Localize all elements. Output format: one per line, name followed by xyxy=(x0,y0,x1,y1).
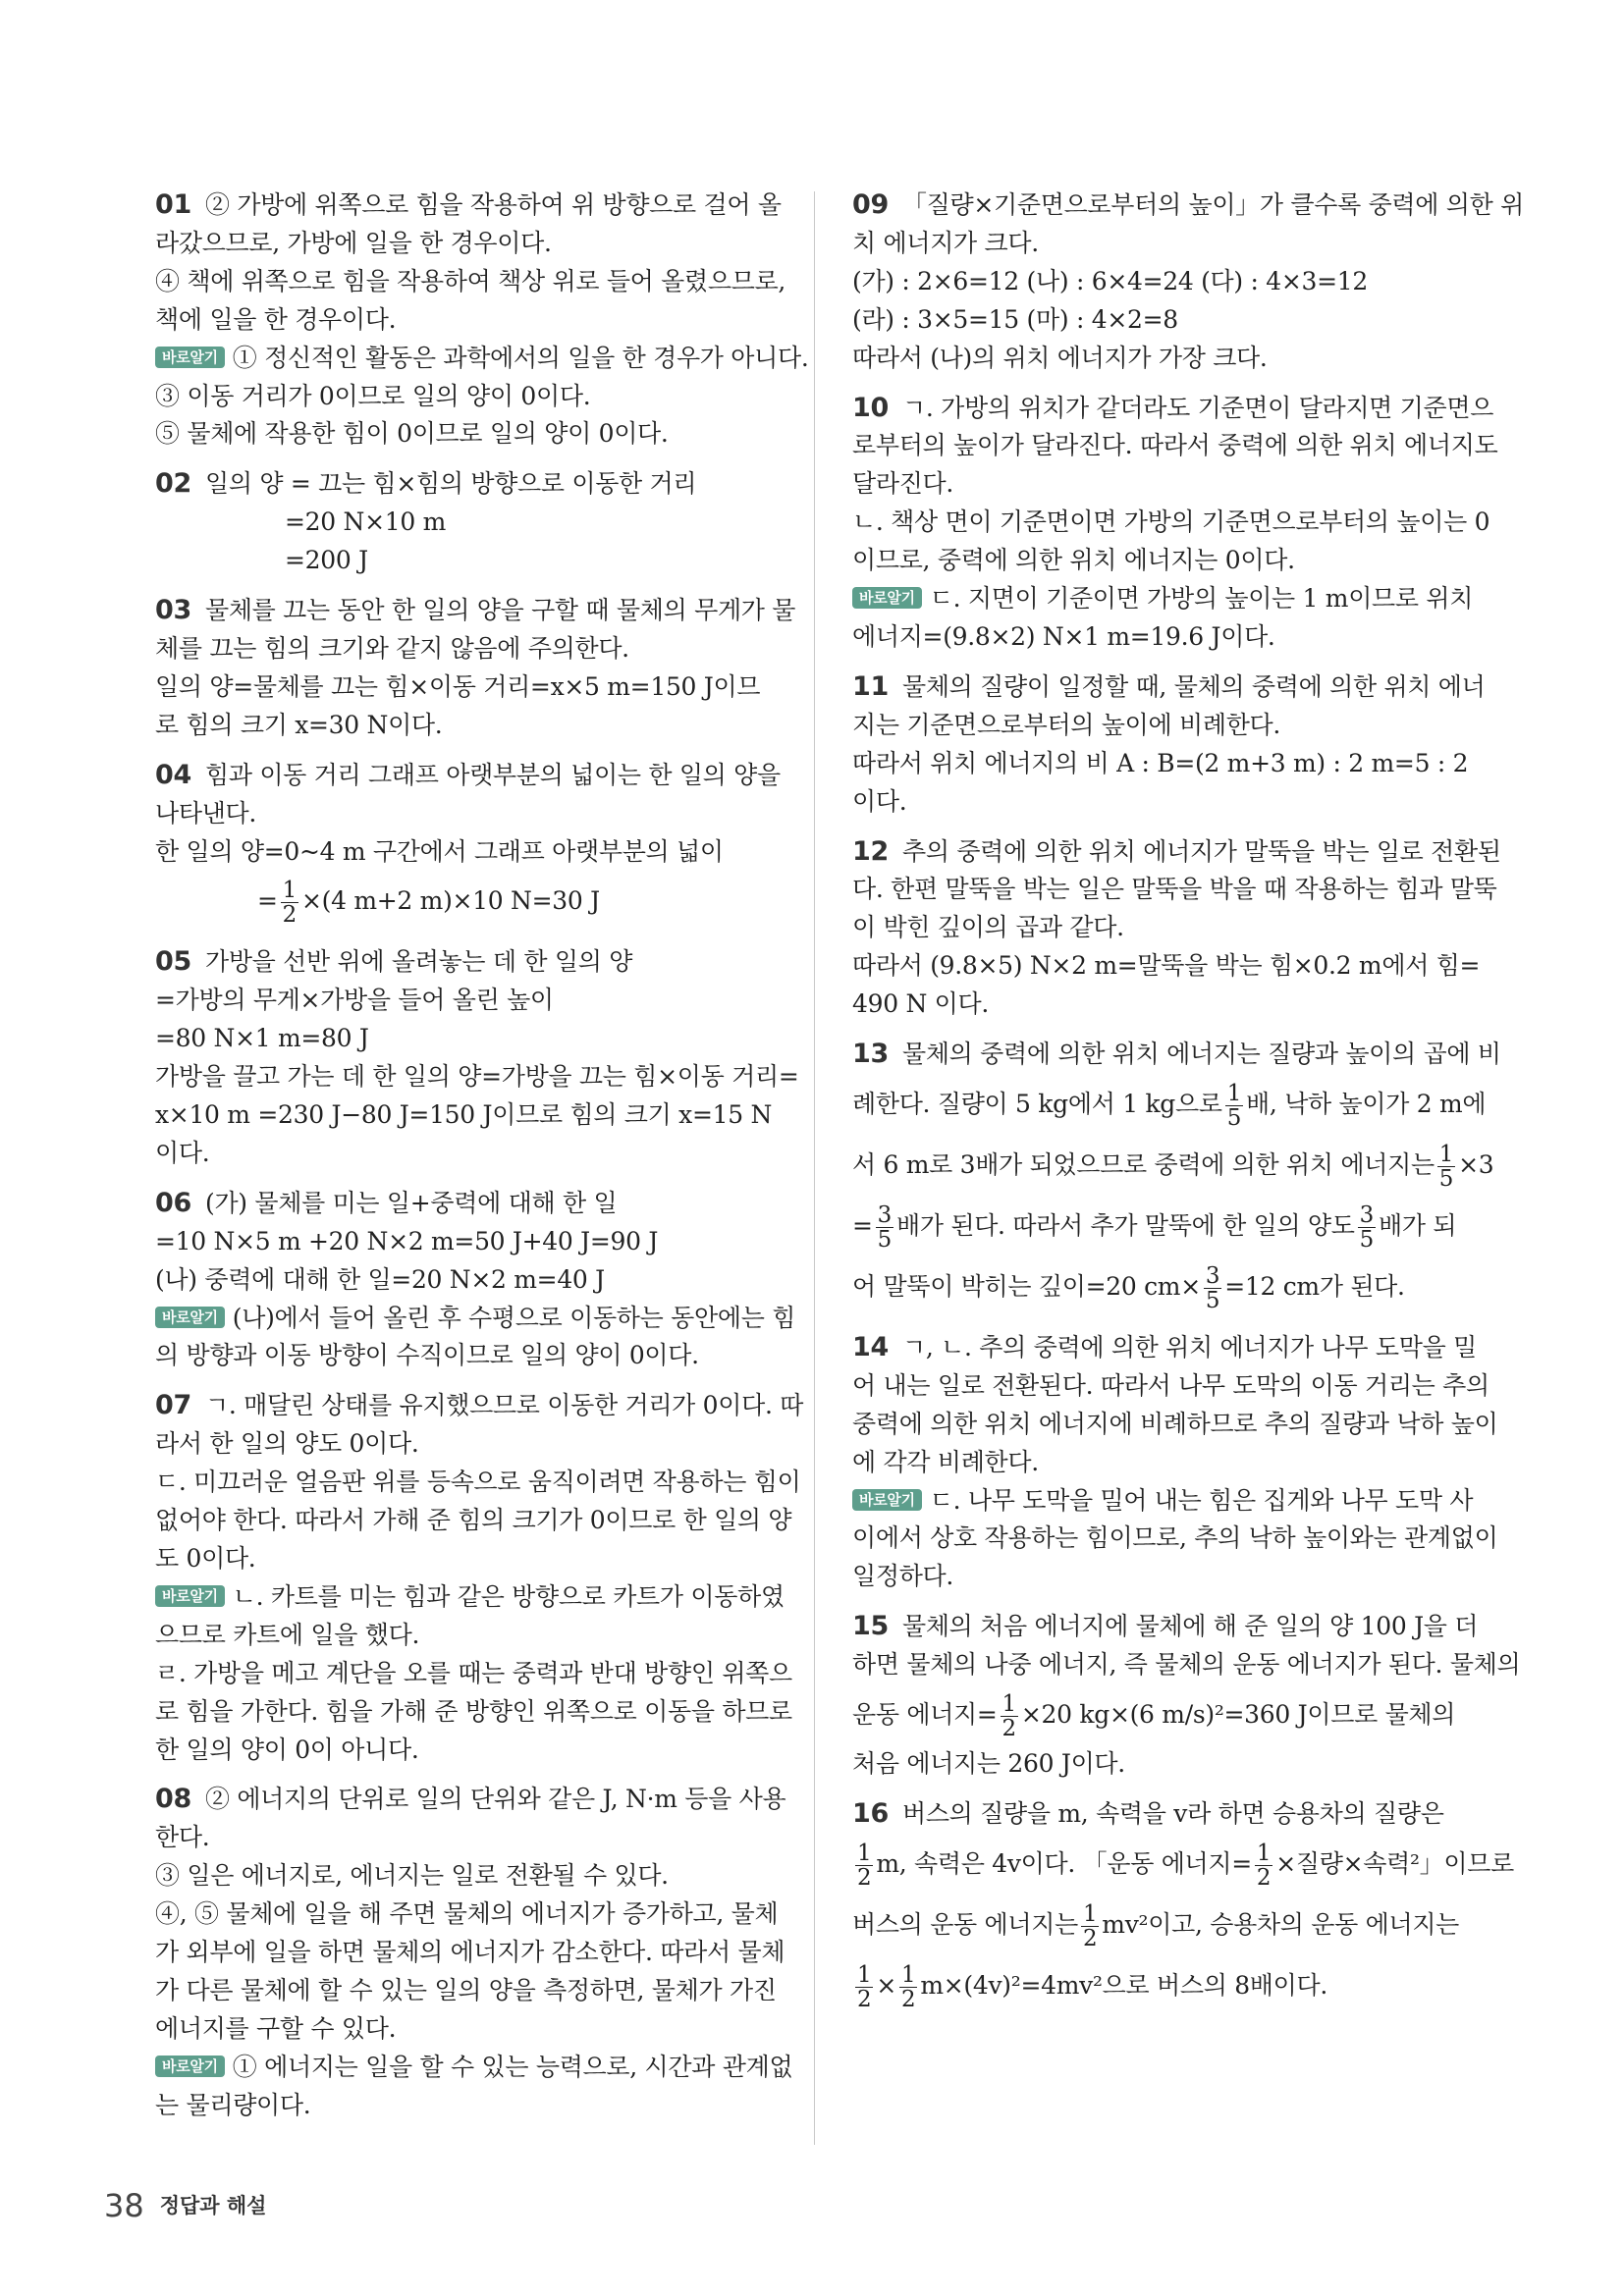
answer-text: 로 힘의 크기 x=30 N이다. xyxy=(155,710,443,739)
answer-text: 배, 낙하 높이가 2 m에 xyxy=(1246,1089,1487,1118)
fraction xyxy=(1437,1143,1455,1191)
denominator: 5 xyxy=(1205,1287,1220,1313)
fraction xyxy=(876,1203,893,1252)
denominator: 2 xyxy=(901,1986,916,2012)
answer-text: ㄷ. 미끄러운 얼음판 위를 등속으로 움직이려면 작용하는 힘이 xyxy=(155,1468,801,1497)
answer-number: 11 xyxy=(852,670,889,702)
answer-text: 로 힘을 가한다. 힘을 가해 준 방향인 위쪽으로 이동을 하므로 xyxy=(155,1696,792,1726)
answer-03 xyxy=(155,592,796,745)
fraction xyxy=(281,879,298,927)
numerator: 1 xyxy=(1438,1141,1454,1167)
correction-badge: 바로알기 xyxy=(155,1307,225,1328)
answer-number: 02 xyxy=(155,468,191,500)
answer-05 xyxy=(155,943,799,1172)
numerator: 1 xyxy=(901,1961,916,1988)
equation-line xyxy=(852,1684,1473,1745)
answer-number: 04 xyxy=(155,759,191,790)
footer-label: 정답과 해설 xyxy=(159,2194,267,2217)
answer-07 xyxy=(155,1387,804,1769)
answer-text: =200 J xyxy=(285,546,368,575)
answer-text: 따라서 (나)의 위치 에너지가 가장 크다. xyxy=(852,343,1268,372)
answer-text: 이다. xyxy=(155,1138,210,1167)
fraction xyxy=(1358,1203,1376,1252)
page-number: 38 xyxy=(104,2187,144,2224)
answer-08 xyxy=(155,1781,793,2124)
answer-13 xyxy=(852,1036,1501,1317)
answer-10 xyxy=(852,390,1498,657)
answer-text: 에너지를 구할 수 있다. xyxy=(155,2013,397,2043)
answer-number: 14 xyxy=(852,1331,889,1362)
answer-text: 하면 물체의 나중 에너지, 즉 물체의 운동 에너지가 된다. 물체의 xyxy=(852,1650,1521,1680)
right-column xyxy=(852,187,1524,2028)
answer-text: 힘과 이동 거리 그래프 아랫부분의 넓이는 한 일의 양을 xyxy=(204,760,781,789)
denominator: 5 xyxy=(1359,1226,1374,1253)
answer-text: (나) 중력에 대해 한 일=20 N×2 m=40 J xyxy=(155,1264,605,1294)
answer-number: 15 xyxy=(852,1611,889,1642)
answer-text: 물체를 끄는 동안 한 일의 양을 구할 때 물체의 무게가 물 xyxy=(204,596,796,625)
answer-text: ㄱ. 가방의 위치가 같더라도 기준면이 달라지면 기준면으 xyxy=(901,393,1494,422)
answer-text: 배가 되 xyxy=(1378,1210,1457,1240)
answer-text: 어 말뚝이 박히는 깊이=20 cm× xyxy=(852,1271,1201,1301)
denominator: 2 xyxy=(1001,1716,1016,1742)
answer-text: 버스의 운동 에너지는 xyxy=(852,1909,1078,1939)
answer-text: ㄹ. 가방을 메고 계단을 오를 때는 중력과 반대 방향인 위쪽으 xyxy=(155,1658,792,1687)
answer-number: 10 xyxy=(852,392,889,423)
answer-text: (나)에서 들어 올린 후 수평으로 이동하는 동안에는 힘 xyxy=(232,1303,796,1332)
denominator: 2 xyxy=(857,1864,872,1891)
answer-text: 처음 에너지는 260 J이다. xyxy=(852,1749,1125,1779)
answer-text: 가 다른 물체에 할 수 있는 일의 양을 측정하면, 물체가 가진 xyxy=(155,1975,777,2004)
answer-text: ×질량×속력²」이므로 xyxy=(1275,1848,1514,1878)
answer-text: (라) : 3×5=15 (마) : 4×2=8 xyxy=(852,304,1178,334)
fraction xyxy=(899,1963,917,2011)
answer-text: =10 N×5 m +20 N×2 m=50 J+40 J=90 J xyxy=(155,1226,659,1255)
answer-text: ② 에너지의 단위로 일의 단위와 같은 J, N·m 등을 사용 xyxy=(204,1785,786,1814)
answer-14 xyxy=(852,1329,1498,1596)
denominator: 2 xyxy=(857,1986,872,2012)
fraction xyxy=(1255,1842,1272,1890)
answer-12 xyxy=(852,833,1501,1025)
answer-text: ① 정신적인 활동은 과학에서의 일을 한 경우가 아니다. xyxy=(232,343,809,372)
answer-text: ③ 이동 거리가 0이므로 일의 양이 0이다. xyxy=(155,381,591,410)
answer-text: 중력에 의한 위치 에너지에 비례하므로 추의 질량과 낙하 높이 xyxy=(852,1409,1498,1438)
answer-text: ㄴ. 카트를 미는 힘과 같은 방향으로 카트가 이동하였 xyxy=(232,1581,785,1611)
answer-text: 는 물리량이다. xyxy=(155,2090,311,2119)
answer-number: 05 xyxy=(155,946,191,978)
correction-badge: 바로알기 xyxy=(155,347,225,368)
fraction xyxy=(1081,1902,1099,1950)
answer-text: 라갔으므로, 가방에 일을 한 경우이다. xyxy=(155,228,552,257)
answer-number: 09 xyxy=(852,189,889,220)
answer-text: 490 N 이다. xyxy=(852,989,990,1019)
answer-text: 로부터의 높이가 달라진다. 따라서 중력에 의한 위치 에너지도 xyxy=(852,431,1498,460)
answer-text: x×10 m =230 J−80 J=150 J이므로 힘의 크기 x=15 N xyxy=(155,1100,773,1130)
answer-text: 한 일의 양이 0이 아니다. xyxy=(155,1735,419,1764)
fraction xyxy=(855,1842,873,1890)
numerator: 3 xyxy=(1359,1201,1374,1228)
answer-text: 다. 한편 말뚝을 박는 일은 말뚝을 박을 때 작용하는 힘과 말뚝 xyxy=(852,875,1497,904)
answer-number: 13 xyxy=(852,1039,889,1070)
answer-text: ㄷ. 나무 도막을 밀어 내는 힘은 집게와 나무 도막 사 xyxy=(929,1485,1474,1515)
answer-text: 이에서 상호 작용하는 힘이므로, 추의 낙하 높이와는 관계없이 xyxy=(852,1523,1498,1553)
denominator: 2 xyxy=(282,902,297,929)
answer-text: 례한다. 질량이 5 kg에서 1 kg으로 xyxy=(852,1089,1222,1118)
answer-text: 한다. xyxy=(155,1823,210,1852)
answer-text: (가) 물체를 미는 일+중력에 대해 한 일 xyxy=(204,1188,618,1217)
equation-line xyxy=(852,1196,1473,1256)
answer-text: =80 N×1 m=80 J xyxy=(155,1024,369,1053)
answer-text: 배가 된다. 따라서 추가 말뚝에 한 일의 양도 xyxy=(896,1210,1355,1240)
numerator: 1 xyxy=(1082,1900,1098,1927)
answer-text: 으므로 카트에 일을 했다. xyxy=(155,1620,420,1649)
answer-number: 08 xyxy=(155,1784,191,1815)
correction-badge: 바로알기 xyxy=(155,2056,225,2077)
denominator: 2 xyxy=(1082,1925,1098,1951)
answer-text: 일의 양 = 끄는 힘×힘의 방향으로 이동한 거리 xyxy=(204,469,697,499)
answer-text: 이다. xyxy=(852,786,907,816)
answer-text: ㄱ. 매달린 상태를 유지했으므로 이동한 거리가 0이다. 따 xyxy=(204,1391,804,1420)
answer-number: 01 xyxy=(155,189,191,220)
answer-text: 지는 기준면으로부터의 높이에 비례한다. xyxy=(852,710,1281,739)
answer-text: 운동 에너지= xyxy=(852,1700,998,1730)
fraction xyxy=(1225,1082,1243,1130)
left-column xyxy=(155,187,809,2137)
answer-text: 없어야 한다. 따라서 가해 준 힘의 크기가 0이므로 한 일의 양 xyxy=(155,1506,792,1535)
answer-text: 치 에너지가 크다. xyxy=(852,228,1039,257)
answer-text: (가) : 2×6=12 (나) : 6×4=24 (다) : 4×3=12 xyxy=(852,266,1368,295)
answer-text: 도 0이다. xyxy=(155,1544,256,1573)
equation-line xyxy=(852,1895,1473,1955)
answer-text: 물체의 질량이 일정할 때, 물체의 중력에 의한 위치 에너 xyxy=(901,671,1486,701)
answer-text: 어 내는 일로 전환된다. 따라서 나무 도막의 이동 거리는 추의 xyxy=(852,1370,1489,1400)
equation-text: = xyxy=(257,886,278,916)
denominator: 5 xyxy=(877,1226,892,1253)
equation-line xyxy=(155,871,776,932)
answer-number: 03 xyxy=(155,595,191,626)
answer-text: 물체의 처음 에너지에 물체에 해 준 일의 양 100 J을 더 xyxy=(901,1612,1479,1641)
equation-line xyxy=(852,1834,1514,1895)
denominator: 2 xyxy=(1256,1864,1272,1891)
answer-06 xyxy=(155,1185,796,1376)
equation-line xyxy=(852,1256,1473,1317)
denominator: 5 xyxy=(1226,1104,1242,1131)
answer-text: 의 방향과 이동 방향이 수직이므로 일의 양이 0이다. xyxy=(155,1341,699,1370)
equation-text: ×(4 m+2 m)×10 N=30 J xyxy=(301,886,600,916)
answer-text: 물체의 중력에 의한 위치 에너지는 질량과 높이의 곱에 비 xyxy=(901,1040,1501,1069)
answer-number: 12 xyxy=(852,835,889,867)
answer-text: mv²이고, 승용차의 운동 에너지는 xyxy=(1102,1909,1460,1939)
answer-09 xyxy=(852,187,1524,378)
answer-text: 「질량×기준면으로부터의 높이」가 클수록 중력에 의한 위 xyxy=(901,190,1524,219)
answer-number: 06 xyxy=(155,1187,191,1218)
answer-text: 이 박힌 깊이의 곱과 같다. xyxy=(852,913,1124,942)
numerator: 1 xyxy=(1226,1080,1242,1106)
answer-text: 가방을 끌고 가는 데 한 일의 양=가방을 끄는 힘×이동 거리= xyxy=(155,1062,799,1092)
answer-number: 16 xyxy=(852,1798,889,1829)
numerator: 1 xyxy=(282,878,297,904)
answer-02 xyxy=(155,465,776,580)
page-footer xyxy=(104,2187,266,2224)
answer-text: = xyxy=(852,1210,873,1240)
answer-number: 07 xyxy=(155,1390,191,1421)
answer-text: ⑤ 물체에 작용한 힘이 0이므로 일의 양이 0이다. xyxy=(155,419,669,449)
answer-11 xyxy=(852,668,1486,822)
answer-text: 에 각각 비례한다. xyxy=(852,1447,1039,1476)
correction-badge: 바로알기 xyxy=(155,1585,225,1607)
answer-text: ㄷ. 지면이 기준이면 가방의 높이는 1 m이므로 위치 xyxy=(929,584,1474,614)
answer-text: × xyxy=(876,1970,896,2000)
correction-badge: 바로알기 xyxy=(852,1489,922,1511)
numerator: 3 xyxy=(877,1201,892,1228)
answer-text: 따라서 위치 에너지의 비 A : B=(2 m+3 m) : 2 m=5 : 2 xyxy=(852,748,1469,777)
numerator: 1 xyxy=(1001,1691,1016,1718)
answer-text: ④ 책에 위쪽으로 힘을 작용하여 책상 위로 들어 올렸으므로, xyxy=(155,266,786,295)
answer-text: 라서 한 일의 양도 0이다. xyxy=(155,1429,419,1459)
fraction xyxy=(1204,1264,1221,1312)
answer-text: m, 속력은 4v이다. 「운동 에너지= xyxy=(876,1848,1252,1878)
answer-text: 서 6 m로 3배가 되었으므로 중력에 의한 위치 에너지는 xyxy=(852,1149,1435,1179)
answer-text: =20 N×10 m xyxy=(285,507,446,537)
answer-text: ② 가방에 위쪽으로 힘을 작용하여 위 방향으로 걸어 올 xyxy=(204,190,782,219)
numerator: 1 xyxy=(857,1840,872,1866)
answer-text: ×3 xyxy=(1458,1149,1494,1179)
equation-line xyxy=(852,1135,1494,1196)
correction-badge: 바로알기 xyxy=(852,587,922,609)
answer-text: 가 외부에 일을 하면 물체의 에너지가 감소한다. 따라서 물체 xyxy=(155,1938,785,1967)
answer-text: 추의 중력에 의한 위치 에너지가 말뚝을 박는 일로 전환된 xyxy=(901,836,1501,866)
answer-text: ④, ⑤ 물체에 일을 해 주면 물체의 에너지가 증가하고, 물체 xyxy=(155,1899,779,1929)
answer-16 xyxy=(852,1795,1514,2016)
fraction xyxy=(855,1963,873,2011)
answer-text: 이므로, 중력에 의한 위치 에너지는 0이다. xyxy=(852,546,1295,575)
answer-text: ×20 kg×(6 m/s)²=360 J이므로 물체의 xyxy=(1020,1700,1456,1730)
column-divider xyxy=(814,191,815,2145)
answer-04 xyxy=(155,757,781,933)
answer-text: 나타낸다. xyxy=(155,798,257,828)
numerator: 1 xyxy=(857,1961,872,1988)
answer-text: ① 에너지는 일을 할 수 있는 능력으로, 시간과 관계없 xyxy=(232,2052,793,2081)
answer-text: ㄱ, ㄴ. 추의 중력에 의한 위치 에너지가 나무 도막을 밀 xyxy=(901,1332,1477,1362)
answer-15 xyxy=(852,1608,1521,1784)
answer-text: 가방을 선반 위에 올려놓는 데 한 일의 양 xyxy=(204,947,633,977)
answer-text: 따라서 (9.8×5) N×2 m=말뚝을 박는 힘×0.2 m에서 힘= xyxy=(852,951,1481,981)
answer-text: ㄴ. 책상 면이 기준면이면 가방의 기준면으로부터의 높이는 0 xyxy=(852,507,1490,537)
answer-text: 에너지=(9.8×2) N×1 m=19.6 J이다. xyxy=(852,621,1275,651)
answer-text: =12 cm가 된다. xyxy=(1224,1271,1405,1301)
answer-text: 일정하다. xyxy=(852,1562,954,1591)
answer-text: 버스의 질량을 m, 속력을 v라 하면 승용차의 질량은 xyxy=(901,1799,1444,1828)
numerator: 1 xyxy=(1256,1840,1272,1866)
numerator: 3 xyxy=(1205,1262,1220,1289)
fraction xyxy=(1001,1692,1018,1740)
answer-text: m×(4v)²=4mv²으로 버스의 8배이다. xyxy=(920,1970,1328,2000)
answer-01 xyxy=(155,187,809,454)
answer-text: ③ 일은 에너지로, 에너지는 일로 전환될 수 있다. xyxy=(155,1861,669,1891)
answer-text: 체를 끄는 힘의 크기와 같지 않음에 주의한다. xyxy=(155,633,629,663)
answer-text: 책에 일을 한 경우이다. xyxy=(155,304,397,334)
denominator: 5 xyxy=(1438,1165,1454,1192)
answer-text: =가방의 무게×가방을 들어 올린 높이 xyxy=(155,986,554,1015)
equation-line xyxy=(852,1955,1473,2016)
answer-text: 달라진다. xyxy=(852,469,954,499)
answer-text: 일의 양=물체를 끄는 힘×이동 거리=x×5 m=150 J이므 xyxy=(155,671,761,701)
answer-text: 한 일의 양=0~4 m 구간에서 그래프 아랫부분의 넓이 xyxy=(155,836,724,866)
equation-line xyxy=(852,1074,1487,1135)
